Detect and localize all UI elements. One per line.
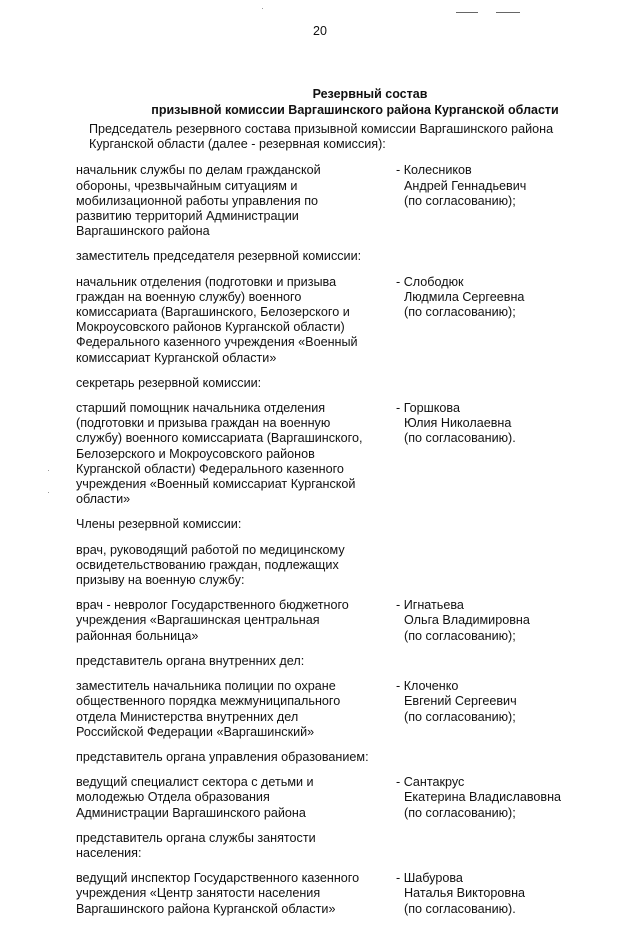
scan-artifact-dot bbox=[48, 470, 49, 471]
role-heading: секретарь резервной комиссии: bbox=[76, 375, 262, 390]
member-position: начальник службы по делам гражданской обороны, чрезвычайным ситуациям и мобилизационной работы управления по развитию территорий Администрации Варгашинского района bbox=[76, 163, 321, 239]
role-heading: заместитель председателя резервной комиссии: bbox=[76, 249, 362, 264]
member-note: (по согласованию); bbox=[404, 305, 516, 320]
member-note: (по согласованию); bbox=[404, 709, 516, 724]
member-name-block bbox=[366, 871, 586, 917]
member-surname: - Сантакрус bbox=[396, 775, 465, 790]
member-entry bbox=[76, 275, 586, 366]
member-name-block bbox=[366, 598, 586, 644]
member-given-name: Людмила Сергеевна bbox=[404, 289, 525, 304]
document-title bbox=[0, 86, 640, 118]
commission-list bbox=[76, 122, 586, 927]
scan-artifact-line bbox=[456, 12, 478, 13]
role-heading: представитель органа управления образованием: bbox=[76, 749, 369, 764]
member-note: (по согласованию); bbox=[404, 628, 516, 643]
member-given-name: Андрей Геннадьевич bbox=[404, 178, 527, 193]
role-heading: представитель органа внутренних дел: bbox=[76, 653, 305, 668]
member-surname: - Горшкова bbox=[396, 401, 460, 416]
member-surname: - Игнатьева bbox=[396, 598, 464, 613]
member-given-name: Евгений Сергеевич bbox=[404, 694, 517, 709]
member-position: ведущий инспектор Государственного казенного учреждения «Центр занятости населения Варгашинского района Курганской области» bbox=[76, 871, 360, 916]
member-note: (по согласованию). bbox=[404, 431, 516, 446]
member-given-name: Юлия Николаевна bbox=[404, 416, 512, 431]
member-name-block bbox=[366, 401, 586, 507]
member-position: врач - невролог Государственного бюджетного учреждения «Варгашинская центральная районная больница» bbox=[76, 598, 349, 643]
chairman-heading: Председатель резервного состава призывной комиссии Варгашинского района Курганской области (далее - резервная комиссия): bbox=[89, 122, 554, 152]
member-name-block bbox=[366, 275, 586, 366]
member-given-name: Ольга Владимировна bbox=[404, 613, 530, 628]
member-entry bbox=[76, 679, 586, 740]
member-surname: - Клоченко bbox=[396, 679, 459, 694]
member-position: заместитель начальника полиции по охране общественного порядка межмуниципального отдела Министерства внутренних дел Российской Федерации «Варгашинский» bbox=[76, 679, 341, 739]
member-entry bbox=[76, 163, 586, 239]
member-note: (по согласованию); bbox=[404, 193, 516, 208]
member-given-name: Наталья Викторовна bbox=[404, 886, 526, 901]
role-subheading: врач, руководящий работой по медицинскому освидетельствованию граждан, подлежащих призыву на военную службу: bbox=[76, 542, 345, 588]
member-position: старший помощник начальника отделения (подготовки и призыва граждан на военную службу) военного комиссариата (Варгашинского, Белозерского и Мокроусовского районов Курганской области) Федерального казенного учреждения «Военный комиссариат Курганской области» bbox=[76, 401, 363, 507]
member-note: (по согласованию); bbox=[404, 805, 516, 820]
member-entry bbox=[76, 401, 586, 507]
member-surname: - Шабурова bbox=[396, 871, 463, 886]
title-line-1: Резервный состав bbox=[312, 87, 428, 101]
member-name-block bbox=[366, 163, 586, 239]
scan-artifact-line bbox=[496, 12, 520, 13]
role-heading: представитель органа службы занятости населения: bbox=[76, 830, 316, 860]
member-position: ведущий специалист сектора с детьми и молодежью Отдела образования Администрации Варгашинского района bbox=[76, 775, 314, 820]
page-number: 20 bbox=[313, 24, 327, 38]
member-surname: - Колесников bbox=[396, 163, 472, 178]
title-line-2: призывной комиссии Варгашинского района Курганской области bbox=[151, 103, 559, 117]
scan-artifact-dot bbox=[48, 492, 49, 493]
member-surname: - Слободюк bbox=[396, 274, 464, 289]
member-entry bbox=[76, 871, 586, 917]
member-entry bbox=[76, 775, 586, 821]
member-note: (по согласованию). bbox=[404, 901, 516, 916]
role-heading: Члены резервной комиссии: bbox=[76, 517, 242, 532]
member-name-block bbox=[366, 679, 586, 740]
member-given-name: Екатерина Владиславовна bbox=[404, 790, 562, 805]
member-entry bbox=[76, 598, 586, 644]
scan-artifact-dot bbox=[262, 8, 263, 9]
member-name-block bbox=[366, 775, 586, 821]
member-position: начальник отделения (подготовки и призыва граждан на военную службу) военного комиссариата (Варгашинского, Белозерского и Мокроусовского районов Курганской области) Федерального казенного учреждения «Военный комиссариат Курганской области» bbox=[76, 274, 358, 365]
